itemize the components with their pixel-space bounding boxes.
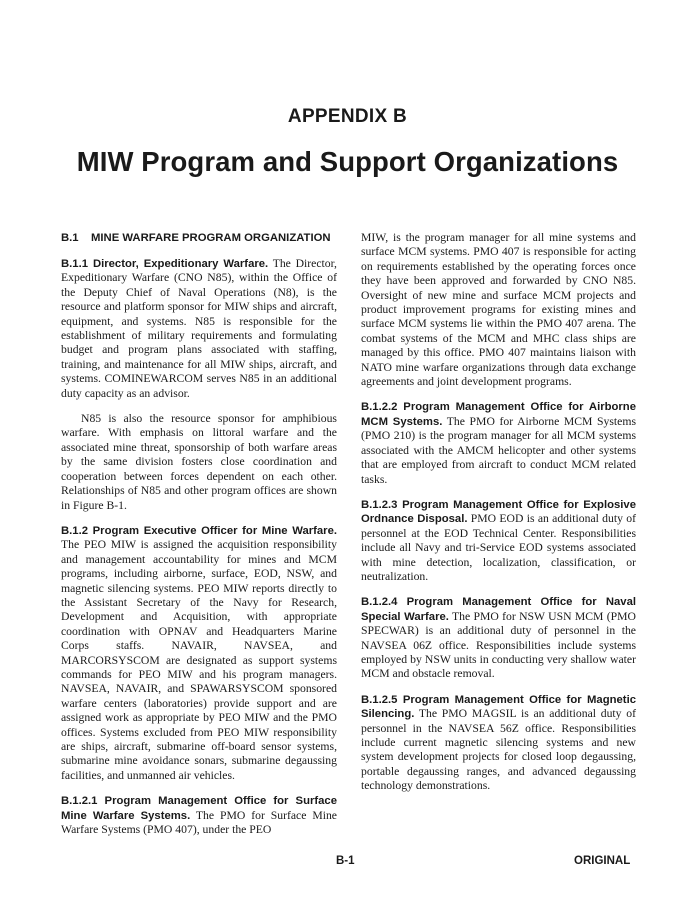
body-b112: The PEO MIW is assigned the acquisition responsibility and management accountability for mines and MCM programs, including airborne, surface, EOD, NSW, and magnetic silencing systems. PEO MIW reports directly to the Assistant Secretary of the Navy for Research, Development and Acquisition, with appropriate coordination with OPNAV and Headquarters Marine Corps staffs. NAVAIR, NAVSEA, and MARCORSYSCOM are designated as support systems commands for PEO MIW and his program managers. NAVSEA, NAVAIR, and SPAWARSYSCOM sponsored warfare centers (laboratories) provide support and are assigned work as appropriate by PEO MIW and the PMO offices. Systems excluded from PEO MIW responsibility are ships, aircraft, submarine off-board sensor systems, submarine mine avoidance sonars, submarine degaussing facilities, and unmanned air vehicles. (61, 538, 337, 782)
left-column (61, 231, 337, 848)
paragraph-b1125 (361, 693, 636, 794)
paragraph-b112 (61, 524, 337, 783)
body-b1121: The PMO for Surface Mine Warfare Systems (PMO 407), under the PEO (61, 808, 337, 837)
section-title: MINE WARFARE PROGRAM ORGANIZATION (91, 232, 331, 244)
heading-b1124: B.1.2.4 Program Management Office for Naval Special Warfare. (361, 596, 636, 623)
heading-b112: B.1.2 Program Executive Officer for Mine Warfare. (61, 524, 337, 537)
paragraph-b1124 (361, 595, 636, 681)
paragraph-b111-2: N85 is also the resource sponsor for amphibious warfare. With emphasis on littoral warfare and the associated mine threat, sponsorship of both warfare areas by the same division fosters close coordination and cooperation between forces dependent on each other. Relationships of N85 and other program offices are shown in Figure B-1. (61, 412, 337, 512)
heading-b1121: B.1.2.1 Program Management Office for Surface Mine Warfare Systems. (61, 795, 337, 822)
paragraph-b1121-cont: MIW, is the program manager for all mine systems and surface MCM systems. PMO 407 is responsible for acting on requirements established by the operating forces once they have been approved and forwarded by CNO N85. Oversight of new mine and surface MCM projects and product improvement programs for existing mines and surface MCM systems lie within the PMO 407 arena. The combat systems of the MCM and MHC class ships are managed by this office. PMO 407 maintains liaison with NATO mine warfare organizations through data exchange agreements and joint development programs. (361, 231, 636, 389)
body-b1123: PMO EOD is an additional duty of personnel at the EOD Technical Center. Responsibilities include all Navy and tri-Service EOD systems associated with mine detection, localization, classification, or neutralization. (361, 512, 636, 583)
body-b111: The Director, Expeditionary Warfare (CNO N85), within the Office of the Deputy Chief of Naval Operations (N8), is the resource and platform sponsor for MIW ships and aircraft, equipment, and systems. N85 is responsible for the establishment of military requirements and formulating budget and program plans associated with staffing, training, and maintenance for all MIW ships, aircraft, and systems. COMINEWARCOM serves N85 in an additional duty capacity as an advisor. (61, 257, 337, 400)
right-column (361, 231, 636, 805)
page-title: MIW Program and Support Organizations (76, 146, 619, 177)
heading-b1125: B.1.2.5 Program Management Office for Magnetic Silencing. (361, 693, 636, 721)
body-b1124: The PMO for NSW USN MCM (PMO SPECWAR) is an additional duty of personnel in the NAVSEA 06Z office. Responsibilities include systems employed by NSW units in conducting very shallow water MCM and obstacle removal. (361, 609, 636, 681)
paragraph-b1121 (61, 794, 337, 837)
appendix-label: APPENDIX B (287, 106, 408, 127)
paragraph-b1123 (361, 498, 636, 584)
heading-b1122: B.1.2.2 Program Management Office for Airborne MCM Systems. (361, 401, 636, 428)
section-number: B.1 (61, 232, 79, 244)
document-status: ORIGINAL (574, 855, 631, 867)
body-b1122: The PMO for Airborne MCM Systems (PMO 210) is the program manager for all MCM systems associated with the AMCM helicopter and other systems that are employed from aircraft to conduct MCM related tasks. (361, 414, 636, 486)
heading-b111: B.1.1 Director, Expeditionary Warfare. (61, 258, 269, 270)
section-heading-b1 (61, 231, 337, 245)
paragraph-b111 (61, 257, 337, 401)
page-number: B-1 (336, 855, 355, 867)
heading-b1123: B.1.2.3 Program Management Office for Explosive Ordnance Disposal. (361, 498, 636, 526)
body-b1125: The PMO MAGSIL is an additional duty of personnel in the NAVSEA 56Z office. Responsibilities include current magnetic silencing systems and new system development projects for closed loop degaussing, portable degaussing ranges, and advanced degaussing technology demonstrations. (361, 707, 636, 793)
paragraph-b1122 (361, 400, 636, 486)
